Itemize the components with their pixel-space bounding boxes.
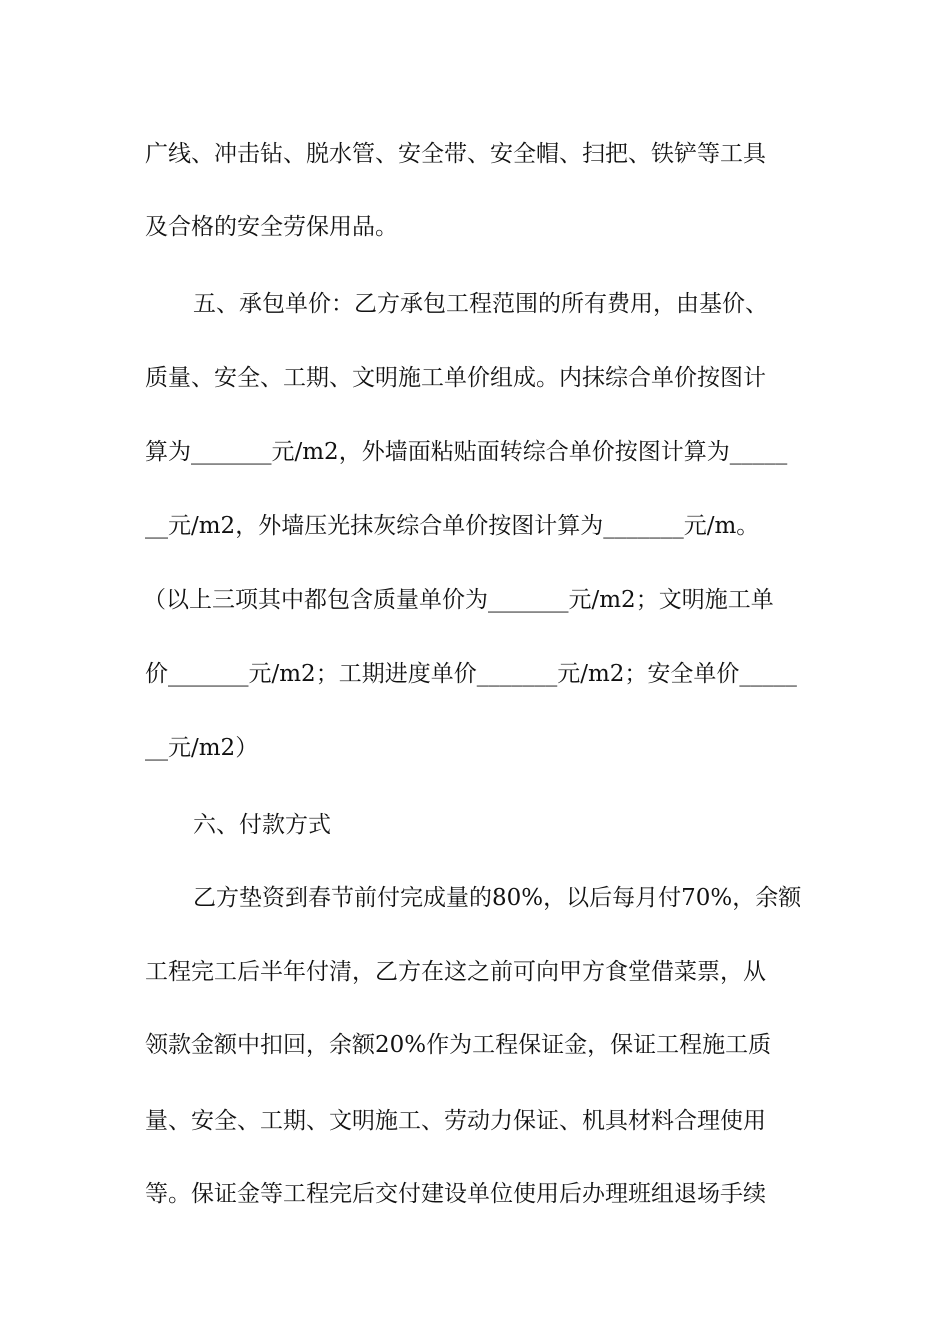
body-line: 乙方垫资到春节前付完成量的80%，以后每月付70%，余额 bbox=[193, 885, 802, 911]
body-line: 领款金额中扣回，余额20%作为工程保证金，保证工程施工质 bbox=[145, 1032, 772, 1058]
body-line: 等。保证金等工程完后交付建设单位使用后办理班组退场手续 bbox=[145, 1181, 766, 1207]
body-line: __元/m2） bbox=[145, 735, 259, 761]
body-line: 质量、安全、工期、文明施工单价组成。内抹综合单价按图计 bbox=[145, 365, 766, 391]
body-line: 价_______元/m2；工期进度单价_______元/m2；安全单价_____ bbox=[145, 661, 797, 687]
body-line: 量、安全、工期、文明施工、劳动力保证、机具材料合理使用 bbox=[145, 1108, 766, 1134]
section-heading-payment: 六、付款方式 bbox=[193, 812, 331, 838]
body-line: 及合格的安全劳保用品。 bbox=[145, 214, 398, 240]
section-heading-unit-price: 五、承包单价：乙方承包工程范围的所有费用，由基价、 bbox=[193, 291, 768, 317]
body-line: 工程完工后半年付清，乙方在这之前可向甲方食堂借菜票，从 bbox=[145, 959, 766, 985]
body-line: __元/m2，外墙压光抹灰综合单价按图计算为_______元/m。 bbox=[145, 513, 760, 539]
body-line: 算为_______元/m2，外墙面粘贴面转综合单价按图计算为_____ bbox=[145, 439, 788, 465]
body-line: （以上三项其中都包含质量单价为_______元/m2；文明施工单 bbox=[143, 587, 774, 613]
body-line: 广线、冲击钻、脱水管、安全带、安全帽、扫把、铁铲等工具 bbox=[145, 141, 766, 167]
